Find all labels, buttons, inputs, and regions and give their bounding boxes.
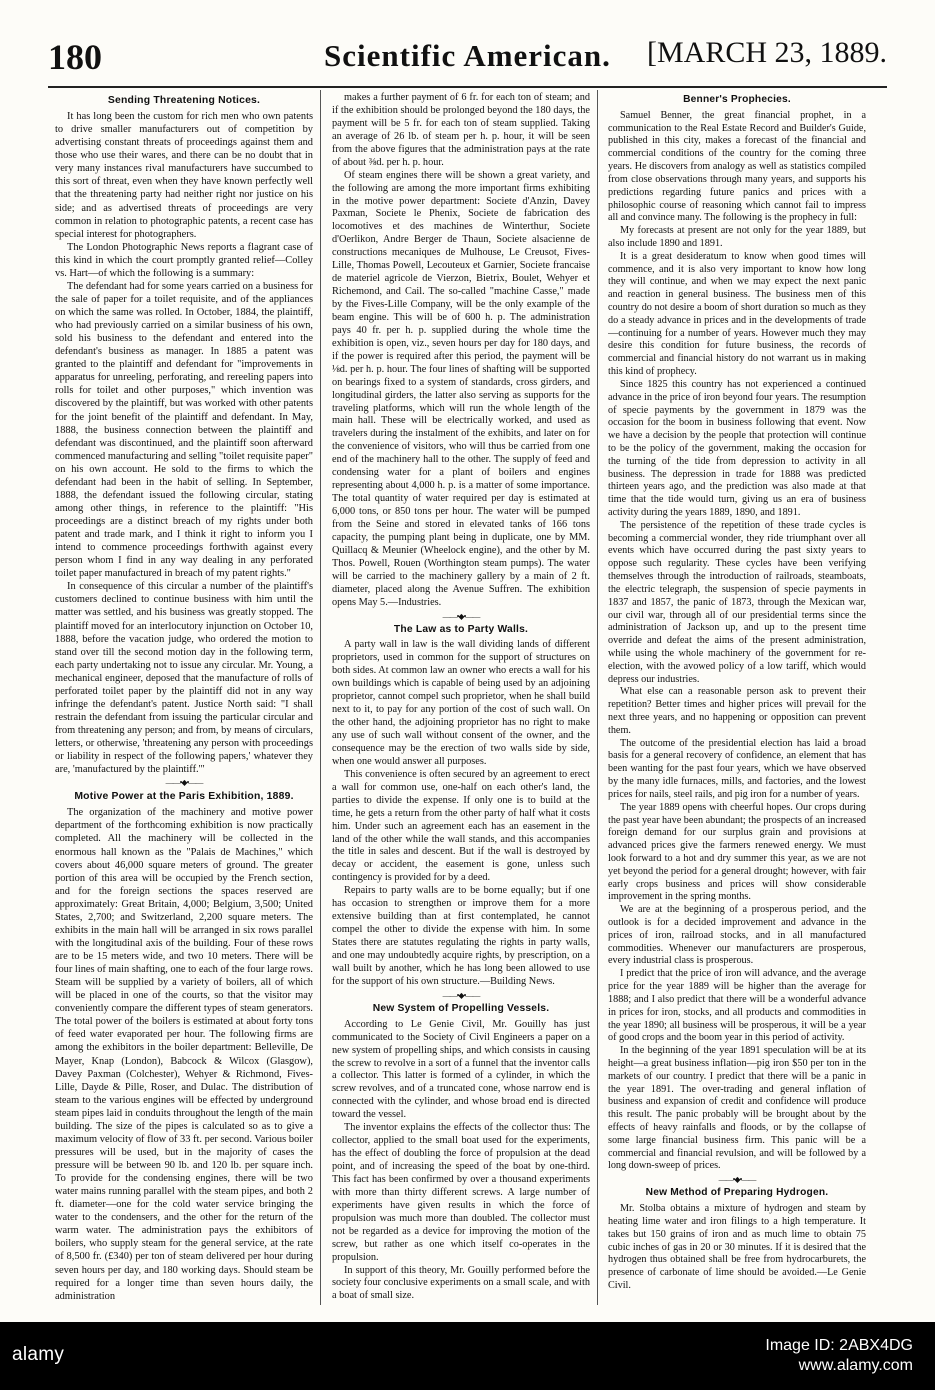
masthead-rule xyxy=(48,86,887,88)
article-heading: New Method of Preparing Hydrogen. xyxy=(645,1187,829,1199)
stock-watermark-bar xyxy=(0,1322,935,1390)
paragraph: The outcome of the presidential election has laid a broad basis for a general recovery of confidence, an element that has been wanting for the past four years, which we have observed by the many idle furnaces, mills, and factories, and the lowest prices for nails, steel rails, and pig iron for a number of years. xyxy=(608,737,866,800)
paragraph: The year 1889 opens with cheerful hopes. Our crops during the past year have been abundant; the prospects of an increased foreign demand for our surplus grain and provisions at advanced prices give the farmers renewed energy. We must look forward to a hot and dry summer this year, as we are not yet beyond the period for a general drought; however, with fair early crops business and prices will show considerable improvement in the spring months. xyxy=(608,801,866,903)
article-heading: Benner's Prophecies. xyxy=(683,94,791,105)
paragraph: Of steam engines there will be shown a great variety, and the following are among the more important firms exhibiting in the motive power department: Societe d'Anzin, Davey Paxman, Societe le Phenix, Societe de fabrication des locomotives et des machines de Winterthur, Societe d'Oerlikon, Andre Berger de Thaun, Societe alsacienne de constructions mecaniques de Mulhouse, Le Creusot, Fives-Lille, Thomas Powell, Lecouteux et Garnier, Societe francaise de materiel agricole de Vierzon, Bietrix, Boulet, Wehyer et Richemond, and Cail. The so-called "machine Casse," made by the Fives-Lille Company, will be the only example of the beam engine. This will be of 600 h. p. The administration pays 40 fr. per h. p. supplied during the whole time the exhibition is open, viz., seven hours per day for 180 days, and if the power is required after this period, the payment will be ⅛d. per h. p. hour. The four lines of shafting will be supported on bearings fixed to a system of standards, cross girders, and longitudinal girders, the latter also serving as supports for the traveling platforms, which will run the whole length of the main hall. These will be electrically worked, and used as travelers during the instalment of the exhibits, and later on for the convenience of visitors, who will thus be carried from one end of the machinery hall to the other. The supply of feed and condensing water for a plant of boilers and engines representing about 4,000 h. p. is a matter of some importance. The total quantity of water required per day is estimated at 6,000 tons, or 850 tons per hour. The water will be pumped from the Seine and stored in elevated tanks of 166 tons capacity, the pumping plant being in duplicate, one by MM. Quillacq & Meunier (Wheelock engine), and the other by M. Thos. Powell, Rouen (Worthington steam pumps). The water will be carried to the machinery gallery by a main of 2 ft. diameter, placed along the Avenue Suffren. The exhibition opens May 5.—Industries. xyxy=(332,169,590,608)
paragraph: According to Le Genie Civil, Mr. Gouilly has just communicated to the Society of Civil Engineers a paper on a new system of propelling ships, and which consists in causing the screw to revolve in a sort of a funnel that the inventor calls a collector. This latter is formed of a cylinder, in which the screw revolves, and of a truncated cone, whose narrow end is connected with the cylinder, and whose broad end is directed toward the vessel. xyxy=(332,1018,590,1121)
article-heading: Motive Power at the Paris Exhibition, 1889. xyxy=(74,791,294,803)
site-url: www.alamy.com xyxy=(798,1357,913,1374)
article-heading: Sending Threatening Notices. xyxy=(107,95,261,106)
paragraph: The London Photographic News reports a flagrant case of this kind in which the court promptly granted relief—Colley vs. Hart—of which the following is a summary: xyxy=(55,241,313,279)
paragraph: In support of this theory, Mr. Gouilly performed before the society four conclusive experiments on a small scale, and with a boat of small size. xyxy=(332,1264,590,1302)
section-ornament: ——•◆•—— xyxy=(718,1175,756,1185)
paragraph: I predict that the price of iron will advance, and the average price for the year 1889 will be higher than the average for 1888; and I also predict that there will be a wonderful advance in prices for iron, stocks, and all products and commodities in the year 1890; all business will be prosperous, it will be a year of good crops and the boom year in this period of activity. xyxy=(608,968,866,1044)
paragraph: It has long been the custom for rich men who own patents to drive smaller manufacturers out of competition by advertising constant threats of proceedings against them and those who use their wares, and there can be no doubt that in very many instances rival manufacturers have succumbed to this sort of threat, even when they have known perfectly well that the threatening party had neither right nor justice on his side; and as advertised threats of proceedings are very common in relation to photographic patents, a recent case has special interest for photographers. xyxy=(55,111,313,240)
paragraph: What else can a reasonable person ask to prevent their repetition? Better times and higher prices will prevail for the next three years, and no happening or opposition can prevent them. xyxy=(608,686,866,736)
image-id-block xyxy=(765,1336,913,1376)
paragraph: The persistence of the repetition of these trade cycles is becoming a commercial wonder, they ride triumphant over all events which have occurred during the past sixty years to oppose such regularity. These cycles have been verifying themselves through the introduction of railroads, steamboats, the electric telegraph, the suspension of specie payments in 1837 and 1857, the panic of 1873, through the Mexican war, our civil war, through all of our presidential terms since the administration of Jackson up, and up to the present time override and defeat the aims of the present administration, while using the whole machinery of the government for re-election, with the avowed policy of a low tariff, which would depress our industries. xyxy=(608,519,866,685)
column-2 xyxy=(332,92,590,1314)
paragraph: This convenience is often secured by an agreement to erect a wall for common use, one-half on each other's land, the parties to divide the expense. If only one is to build at the time, he gets a return from the other party of half what it costs him. Under such an agreement each has an easement in the land of the other while the wall stands, and this accompanies the title in sales and descent. But if the wall is destroyed by decay or accident, the easement is gone, unless such contingency is provided for by a deed. xyxy=(332,768,590,884)
column-1 xyxy=(55,92,313,1314)
paragraph: Repairs to party walls are to be borne equally; but if one has occasion to strengthen or improve them for a more extensive building than at first contemplated, he cannot compel the other to divide the expense with him. In some States there are statutes regulating the rights in party walls, and one may undoubtedly acquire rights, by prescription, on a wall built by another, which he has long been allowed to use for the support of his own structure.—Building News. xyxy=(332,885,590,987)
image-id: Image ID: 2ABX4DG xyxy=(765,1337,913,1354)
section-ornament: ——•◆•—— xyxy=(165,778,203,788)
paragraph: It is a great desideratum to know when good times will commence, and it is also very important to know how long they will continue, and when we may expect the next panic and reaction in general business. The business men of this country do not desire a boom of short duration so much as they do a steady advance in prices and in the developments of trade—continuing for a number of years. However much they may desire this condition for future business, the records of commercial and financial history do not warrant us in making this kind of prophecy. xyxy=(608,250,866,378)
column-divider xyxy=(320,90,321,1305)
article-heading: The Law as to Party Walls. xyxy=(393,623,529,635)
watermark-logo: alamy xyxy=(12,1344,65,1365)
column-3 xyxy=(608,92,866,1314)
paragraph: The organization of the machinery and motive power department of the forthcoming exhibition is now practically completed. All the machinery will be collected in the enormous hall known as the "Palais de Machines," which covers about 46,000 square meters of ground. The greater portion of this area will be occupied by the French section, and for the foreign sections the spaces reserved are approximately: Great Britain, 4,000; Belgium, 3,500; United States, 2,700; and Switzerland, 2,200 square meters. The exhibits in the main hall will be arranged in six rows parallel with the longitudinal axis of the building. Four of these rows are to be 15 meters wide, and two 10 meters. There will be four lines of main shafting, one to each of the four large rows. Steam will be supplied by a variety of boilers, all of which will be placed in one of the courts, so that the visitor may conveniently compare the different types of steam generators. The total power of the boilers is estimated at about forty tons of feed water evaporated per hour. The following firms are among the exhibitors in the boiler department: Belleville, De Mayer, Knap (London), Babcock & Wilcox (Glasgow), Davey Paxman (Colchester), Wehyer & Richmond, Fives-Lille, Dayde & Pille, Roser, and Dulac. The distribution of steam to the various engines will be effected by underground steam pipes laid in conduits throughout the length of the main building. The size of the pipes is calculated so as to give a maximum velocity of flow of 33 ft. per second. Various boiler pressures will be used, but in the majority of cases the pressure will be between 90 lb. and 120 lb. per square inch. To provide for the condensing engines, there will be two water mains running parallel with the steam pipes, and both 2 ft. diameter—one for the cold water service bringing the water to the condensers, and the other for the return of the warm water. The administration pays the exhibitors of boilers, who supply steam for the general service, at the rate of 8,500 fr. (£340) per ton of steam delivered per hour during seven hours per day, and 180 working days. Should steam be required for a longer time than seven hours daily, the administration xyxy=(55,807,313,1302)
masthead xyxy=(48,36,887,82)
paragraph: In consequence of this circular a number of the plaintiff's customers declined to continue business with him until the matter was settled, and his business was greatly stopped. The plaintiff moved for an interlocutory injunction on October 10, 1888, before the vacation judge, who ordered the motion to stand over till the second motion day in the following term, each party undertaking not to issue any circular. Mr. Young, a mechanical engineer, deposed that the manufacture of rolls of perforated toilet paper by the plaintiff did not in any way infringe the defendant's patent. Justice North said: "I shall restrain the defendant from issuing the particular circular and from threatening any person; and from, by means of circulars, letters, or otherwise, 'threatening any person with proceedings or liability in respect of the following papers,' whatever they are, 'manufactured by the plaintiff.'" xyxy=(55,581,313,776)
section-ornament: ——•◆•—— xyxy=(442,990,480,1000)
paragraph: We are at the beginning of a prosperous period, and the outlook is for a decided improvement and advance in the prices of iron, railroad stocks, and in all manufactured commodities. Whenever our manufacturers are prosperous, every industrial class is prosperous. xyxy=(608,904,866,967)
paragraph: In the beginning of the year 1891 speculation will be at its height—a great business inflation—pig iron $50 per ton in the markets of our country. I predict that there will be a panic in the year 1891. The over-trading and general inflation of business and expansion of credit and confidence will produce this result. The panic probably will be brought about by the effects of heavy rainfalls and floods, or by the collapse of some large financial business firm. This panic will be a commercial and financial revulsion, and will be followed by a long down-sweep of prices. xyxy=(608,1045,866,1172)
paragraph: The defendant had for some years carried on a business for the sale of paper for a toilet requisite, and of the appliances on which the same was rolled. In October, 1884, the plaintiff, who had previously carried on a similar business of his own, sold his business to the defendant and entered into the defendant's business as manager. In 1885 a patent was granted to the plaintiff and defendant for "improvements in apparatus for unreeling, perforating, and rereeling papers into rolls for toilet and other purposes," which invention was discovered by the plaintiff, but was worked with other patents for the joint benefit of the plaintiff and defendant. In May, 1888, the business connection between the plaintiff and defendant was discontinued, and the plaintiff soon afterward commenced manufacturing and selling "toilet requisite paper" on his own account. He sold to the firms to which the defendant had been in the habit of selling. In September, 1888, the defendant issued the following circular, stating among other things, in reference to the plaintiff: "His proceedings are a distinct breach of my rights under both patent and trade mark, and I think it right to inform you I intend to commence proceedings forthwith against every person whom I find in any way dealing in any perforated toilet paper manufactured in breach of my patent rights." xyxy=(55,280,313,580)
paragraph: My forecasts at present are not only for the year 1889, but also include 1890 and 1891. xyxy=(608,225,866,249)
page-number: 180 xyxy=(48,37,102,77)
article-heading: New System of Propelling Vessels. xyxy=(372,1002,550,1014)
publication-title: Scientific American. xyxy=(324,38,611,73)
paragraph: makes a further payment of 6 fr. for each ton of steam; and if the exhibition should be prolonged beyond the 180 days, the payment will be 5 fr. for each ton of steam supplied. Taking an average of 26 lb. of steam per h. p. hour, it will be seen from the above figures that the administration pays at the rate of about ⅜d. per h. p. hour. xyxy=(332,92,590,168)
paragraph: Samuel Benner, the great financial prophet, in a communication to the Real Estate Record and Builder's Guide, published in this city, makes a forecast of the financial and commercial conditions of the country for the coming three years. He discovers from analogy as well as statistics compiled from close observations through many years, and supports his predictions regarding future panics and prices with a philosophic course of reasoning which cannot fail to impress all and convince many. The following is the prophecy in full: xyxy=(608,109,866,224)
paragraph: Since 1825 this country has not experienced a continued advance in the price of iron beyond four years. The resumption of specie payments by the government in 1879 was the occasion for the boom in business following that event. Now we have a decision by the people that protection will continue to be the policy of the government, making the occasion for the turning of the tide from depression to activity in all business. The depression in trade for 1888 was predicted thirteen years ago, and the prediction was also made at that time that the tide would turn, giving us an era of business activity during the years 1889, 1890, and 1891. xyxy=(608,378,866,518)
section-ornament: ——•◆•—— xyxy=(442,611,480,621)
issue-date: [MARCH 23, 1889. xyxy=(646,36,887,69)
paragraph: The inventor explains the effects of the collector thus: The collector, applied to the small boat used for the experiments, has the effect of doubling the force of propulsion at the dead point, and of increasing the speed of the boat by one-third. This fact has been confirmed by over a thousand experiments with more than thirty different screws. A large number of experiments have given results in which the force of propulsion was much more than doubled. The collector must not be regarded as a device for improving the motion of the screw, but rather as one which itself co-operates in the propulsion. xyxy=(332,1122,590,1263)
paragraph: A party wall in law is the wall dividing lands of different proprietors, used in common for the support of structures on both sides. At common law an owner who erects a wall for his own buildings which is capable of being used by an adjoining proprietor, cannot compel such proprietor, when he shall build next to it, to pay for any portion of the cost of such wall. On the other hand, the adjoining proprietor has no right to make any use of such wall without consent of the owner, and the consequence may be the erection of two walls side by side, when one would answer all purposes. xyxy=(332,639,590,767)
paragraph: Mr. Stolba obtains a mixture of hydrogen and steam by heating lime water and iron filings to a high temperature. It takes but 150 grains of iron and as much lime to obtain 75 cubic inches of gas in 20 or 30 minutes. If it is desired that the hydrogen thus obtained shall be free from hydrocarburets, the presence of carbonate of lime should be avoided.—Le Genie Civil. xyxy=(608,1203,866,1291)
column-divider xyxy=(597,90,598,1305)
